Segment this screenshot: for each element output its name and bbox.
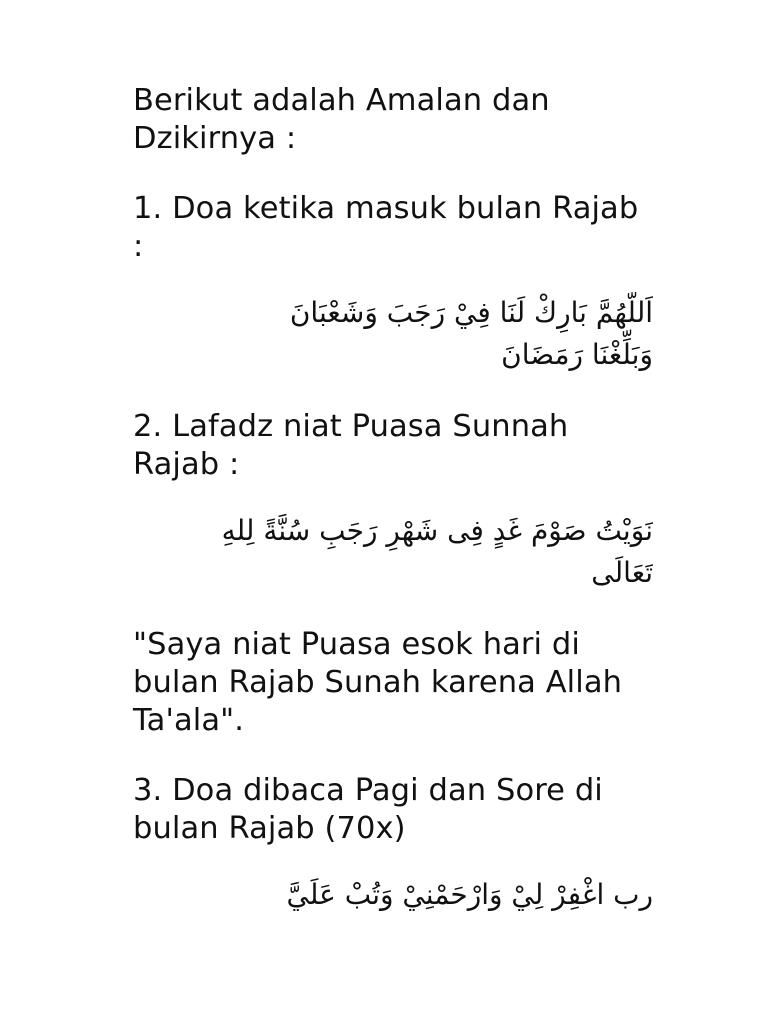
section-1-heading: 1. Doa ketika masuk bulan Rajab :: [133, 191, 639, 264]
section-1-arabic: [133, 292, 653, 376]
section-2-translation: "Saya niat Puasa esok hari di bulan Rajab Sunah karena Allah Ta'ala".: [133, 627, 623, 738]
section-1-arabic-line-1: اَللَّهُمَّ بَارِكْ لَنَا فِيْ رَجَبَ وَشَعْبَانَ: [289, 296, 653, 329]
section-3-heading: 3. Doa dibaca Pagi dan Sore di bulan Rajab (70x): [133, 773, 603, 846]
intro-text: Berikut adalah Amalan dan Dzikirnya :: [133, 83, 550, 156]
section-2-heading: 2. Lafadz niat Puasa Sunnah Rajab :: [133, 409, 569, 482]
section-2-arabic: [133, 510, 653, 594]
section-3-arabic: [133, 874, 653, 916]
document-body: [133, 82, 653, 916]
section-1-arabic-line-2: وَبَلِّغْنَا رَمَضَانَ: [501, 338, 653, 371]
section-2-arabic-line-2: تَعَالَى: [591, 556, 653, 589]
section-3-arabic-line-1: رب اغْفِرْ لِيْ وَارْحَمْنِيْ وَتُبْ عَلَيَّ: [286, 878, 653, 911]
section-2-arabic-line-1: نَوَيْتُ صَوْمَ غَدٍ فِى شَهْرِ رَجَبِ سُنَّةً لِلهِ: [221, 514, 653, 547]
